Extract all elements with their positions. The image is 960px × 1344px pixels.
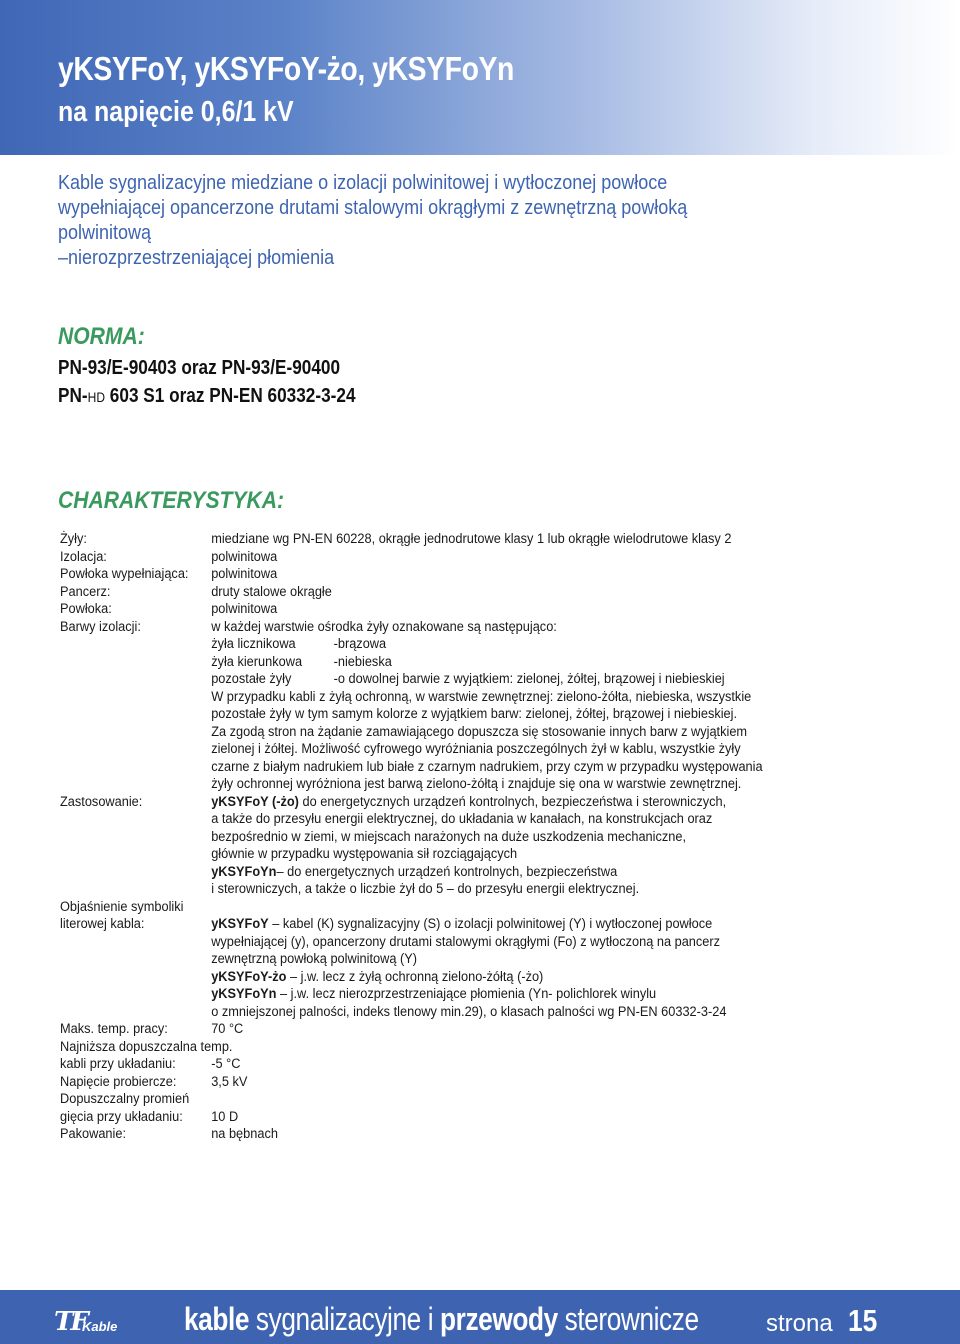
barwy-note: Za zgodą stron na żądanie zamawiającego dopuszcza się stosowanie innych barw z wyjątkiem (211, 723, 748, 740)
spec-label: Żyły: (60, 531, 87, 547)
spec-value: 3,5 kV (211, 1073, 248, 1090)
spec-label: Dopuszczalny promień (60, 1091, 190, 1107)
spec-label: kabli przy układaniu: (60, 1056, 176, 1072)
spec-value (211, 794, 760, 899)
spec-label: Izolacja: (60, 548, 107, 565)
color-row-name: żyła licznikowa (211, 636, 296, 652)
objasnienie-line: o zmniejszonej palności, indeks tlenowy min.29), o klasach palności wg PN-EN 60332-3-24 (211, 1003, 727, 1020)
spec-label: Barwy izolacji: (60, 618, 141, 635)
spec-label: Najniższa dopuszczalna temp. (60, 1038, 233, 1055)
objasnienie-text: – j.w. lecz nierozprzestrzeniające płomienia (Yn- polichlorek winylu (276, 986, 657, 1002)
cable-code: yKSYFoY (-żo) (211, 793, 299, 810)
spec-row-izolacja (60, 549, 744, 567)
footer-word: kable (184, 1301, 250, 1337)
spec-label: Pancerz: (60, 583, 111, 600)
norma-line: PN-93/E-90403 oraz PN-93/E-90400 (58, 357, 341, 379)
spec-label: Objaśnienie symboliki (60, 898, 184, 915)
spec-label: literowej kabla: (60, 916, 145, 932)
cable-code: yKSYFoYn (211, 863, 277, 880)
zastosowanie-text: – do energetycznych urządzeń kontrolnych, bezpieczeństwa (276, 863, 618, 880)
spec-row-objasnienie-1 (60, 899, 744, 917)
spec-label: Zastosowanie: (60, 793, 143, 810)
characteristics-table (60, 531, 763, 1144)
cable-code: yKSYFoY (211, 916, 269, 932)
cable-code: yKSYFoYn (211, 986, 277, 1002)
spec-value: 70 °C (211, 1021, 244, 1037)
page-number: 15 (848, 1303, 878, 1338)
color-row-name: żyła kierunkowa (211, 653, 303, 670)
intro-line: polwinitową (58, 222, 152, 244)
objasnienie-text: – j.w. lecz z żyłą ochronną zielono-żółtą (-żo) (286, 968, 544, 985)
spec-value: 10 D (211, 1108, 239, 1125)
color-row-name: pozostałe żyły (211, 671, 292, 687)
intro-description (58, 171, 742, 271)
barwy-note: czarne z białym nadrukiem lub białe z czarnym nadrukiem, przy czym w przypadku występowania (211, 758, 763, 775)
spec-row-pancerz (60, 584, 744, 602)
norma-standards (58, 354, 356, 411)
intro-line: wypełniającej opancerzone drutami stalowymi okrągłymi z zewnętrzną powłoką (58, 197, 688, 219)
intro-line: –nierozprzestrzeniającej płomienia (58, 247, 335, 269)
spec-row-powloka (60, 601, 744, 619)
norma-prefix: PN- (58, 385, 88, 407)
spec-value: -5 °C (211, 1056, 241, 1072)
intro-line: Kable sygnalizacyjne miedziane o izolacji polwinitowej i wytłoczonej powłoce (58, 172, 668, 194)
spec-row-najnizsza-temp (60, 1039, 744, 1057)
zastosowanie-line: a także do przesyłu energii elektrycznej, do układania w kanałach, na konstrukcjach oraz (211, 811, 713, 827)
page-label: strona (766, 1310, 833, 1337)
footer-word: i (420, 1301, 441, 1337)
spec-value: druty stalowe okrągłe (211, 583, 332, 600)
spec-value: polwinitowa (211, 548, 278, 565)
zastosowanie-line (211, 864, 760, 882)
barwy-note: zielonej i żółtej. Możliwość cyfrowego wyróżniania poszczególnych żył w kablu, wszystkie żyły (211, 741, 741, 757)
spec-row-napiecie (60, 1074, 744, 1092)
objasnienie-line: zewnętrzną powłoką polwinitową (Y) (211, 951, 418, 967)
footer-word: sygnalizacyjne (249, 1301, 421, 1337)
spec-label: Powłoka wypełniająca: (60, 566, 189, 582)
spec-value: miedziane wg PN-EN 60228, okrągłe jednodrutowe klasy 1 lub okrągłe wielodrutowe klasy 2 (211, 531, 732, 547)
color-row-value: -brązowa (333, 636, 387, 652)
spec-value: polwinitowa (211, 601, 278, 617)
zastosowanie-line: głównie w przypadku występowania sił rozciągających (211, 846, 518, 862)
spec-row-zyly (60, 531, 744, 549)
color-row (211, 671, 760, 689)
spec-label: Maks. temp. pracy: (60, 1021, 168, 1037)
footer-tagline (184, 1301, 699, 1338)
norma-suffix: 603 S1 oraz PN-EN 60332-3-24 (105, 385, 356, 407)
color-row (211, 654, 760, 672)
objasnienie-line (211, 986, 760, 1004)
objasnienie-line (211, 969, 760, 987)
spec-row-barwy (60, 618, 763, 794)
spec-value (211, 899, 760, 917)
zastosowanie-line: i sterowniczych, a także o liczbie żył do 5 – do przesyłu energii elektrycznej. (211, 881, 640, 897)
spec-value (211, 618, 763, 794)
objasnienie-line: wypełniającej (y), opancerzony drutami stalowymi okrągłymi (Fo) z wytłoczoną na pancerz (211, 933, 721, 950)
objasnienie-text: – kabel (K) sygnalizacyjny (S) o izolacji polwinitowej (Y) i wytłoczonej powłoce (268, 916, 713, 932)
footer-word: przewody (440, 1301, 558, 1337)
spec-row-promien (60, 1109, 744, 1127)
color-row-value: -o dowolnej barwie z wyjątkiem: zielonej, żółtej, brązowej i niebieskiej (333, 671, 725, 687)
spec-row-promien-1 (60, 1091, 744, 1109)
spec-label: gięcia przy układaniu: (60, 1108, 183, 1125)
norma-line (58, 382, 356, 411)
spec-label: Napięcie probiercze: (60, 1073, 177, 1090)
spec-label: Powłoka: (60, 601, 112, 617)
barwy-note: W przypadku kabli z żyłą ochronną, w warstwie zewnętrznej: zielono-żółta, niebieska, wszystkie (211, 688, 752, 705)
zastosowanie-line (211, 794, 760, 812)
spec-value: na bębnach (211, 1126, 278, 1142)
spec-label: Pakowanie: (60, 1126, 127, 1142)
norma-heading: NORMA: (58, 323, 145, 350)
characteristics-heading: CHARAKTERYSTYKA: (58, 487, 285, 514)
zastosowanie-line: bezpośrednio w ziemi, w miejscach narażonych na duże uszkodzenia mechaniczne, (211, 828, 687, 845)
page-title: yKSYFoY, yKSYFoY-żo, yKSYFoYn (58, 50, 514, 87)
barwy-intro: w każdej warstwie ośrodka żyły oznakowane są następująco: (211, 618, 557, 635)
spec-row-kabli (60, 1056, 744, 1074)
brand-logo-sub: Kable (82, 1319, 118, 1334)
objasnienie-line (211, 916, 760, 934)
barwy-note: żyły ochronnej wyróżniona jest barwą zielono-żółtą i znajduje się ona w warstwie zewnętrznej. (211, 776, 742, 792)
spec-row-zastosowanie (60, 794, 744, 899)
spec-value (211, 916, 760, 1021)
page-subtitle: na napięcie 0,6/1 kV (58, 96, 294, 128)
spec-row-pakowanie (60, 1126, 744, 1144)
spec-row-maks-temp (60, 1021, 744, 1039)
zastosowanie-text: do energetycznych urządzeń kontrolnych, bezpieczeństwa i sterowniczych, (298, 793, 727, 810)
footer-word: sterownicze (557, 1301, 699, 1337)
barwy-note: pozostałe żyły w tym samym kolorze z wyjątkiem barw: zielonej, żółtej, brązowej i niebieskiej. (211, 706, 738, 722)
norma-hd: HD (87, 389, 106, 405)
color-row (211, 636, 760, 654)
spec-row-powloka-wypelniajaca (60, 566, 744, 584)
spec-value: polwinitowa (211, 566, 278, 582)
spec-row-objasnienie (60, 916, 744, 1021)
color-row-value: -niebieska (333, 653, 392, 670)
brand-logo: TF (54, 1307, 86, 1337)
cable-code: yKSYFoY-żo (211, 968, 287, 985)
